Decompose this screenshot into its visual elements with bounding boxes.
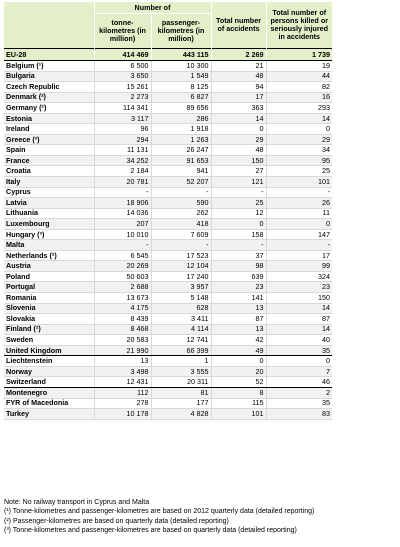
cell-tonne-km: 12 431 [94,377,151,388]
cell-accidents: 21 [211,61,266,72]
table-row [4,250,332,261]
table-row [4,303,332,314]
cell-tonne-km: 8 468 [94,324,151,335]
cell-passenger-km: 628 [151,303,211,314]
footnote: (³) Tonne-kilometres and passenger-kilometres are based on quarterly data (detailed reporting) [4,526,297,534]
cell-killed-injured: 83 [266,409,332,420]
cell-accidents: 150 [211,155,266,166]
table-row [4,229,332,240]
row-name: Czech Republic [4,82,94,93]
table-row [4,324,332,335]
row-name: Netherlands (²) [4,250,94,261]
row-name: EU-28 [4,49,94,61]
cell-killed-injured: - [266,187,332,198]
cell-killed-injured: 2 [266,387,332,398]
header-blank-cell [4,2,94,49]
cell-passenger-km: 4 828 [151,409,211,420]
cell-tonne-km: 112 [94,387,151,398]
cell-passenger-km: 590 [151,198,211,209]
cell-tonne-km: 20 583 [94,335,151,346]
cell-passenger-km: 26 247 [151,145,211,156]
cell-accidents: 2 269 [211,49,266,61]
table-header [4,2,332,49]
cell-accidents: 25 [211,198,266,209]
cell-tonne-km: 3 650 [94,71,151,82]
cell-killed-injured: 0 [266,124,332,135]
row-name: Luxembourg [4,219,94,230]
cell-accidents: 0 [211,124,266,135]
cell-tonne-km: 21 990 [94,345,151,356]
table-row [4,61,332,72]
cell-accidents: 87 [211,314,266,325]
row-name: Sweden [4,335,94,346]
row-name: Croatia [4,166,94,177]
cell-accidents: 52 [211,377,266,388]
cell-killed-injured: 0 [266,356,332,367]
cell-killed-injured: 16 [266,92,332,103]
table-row [4,240,332,251]
cell-passenger-km: 66 399 [151,345,211,356]
row-name: Greece (³) [4,134,94,145]
row-name: France [4,155,94,166]
cell-killed-injured: 1 739 [266,49,332,61]
table-row [4,314,332,325]
cell-passenger-km: 91 653 [151,155,211,166]
cell-passenger-km: 20 311 [151,377,211,388]
row-name: Estonia [4,113,94,124]
cell-killed-injured: 17 [266,250,332,261]
cell-passenger-km: 89 656 [151,103,211,114]
cell-tonne-km: 50 603 [94,271,151,282]
cell-tonne-km: 3 498 [94,366,151,377]
cell-killed-injured: 14 [266,324,332,335]
cell-passenger-km: 81 [151,387,211,398]
table-row [4,271,332,282]
cell-passenger-km: 1 549 [151,71,211,82]
cell-passenger-km: - [151,240,211,251]
cell-tonne-km: 114 341 [94,103,151,114]
table-row [4,103,332,114]
cell-tonne-km: 11 131 [94,145,151,156]
cell-tonne-km: 6 500 [94,61,151,72]
cell-accidents: 20 [211,366,266,377]
cell-tonne-km: 34 252 [94,155,151,166]
table-row [4,177,332,188]
cell-passenger-km: 418 [151,219,211,230]
table-row [4,219,332,230]
cell-killed-injured: 293 [266,103,332,114]
cell-tonne-km: 294 [94,134,151,145]
table-row [4,335,332,346]
cell-killed-injured: 101 [266,177,332,188]
cell-tonne-km: 6 545 [94,250,151,261]
cell-tonne-km: 10 178 [94,409,151,420]
row-name: Latvia [4,198,94,209]
cell-tonne-km: 2 688 [94,282,151,293]
cell-passenger-km: 177 [151,398,211,409]
cell-passenger-km: 941 [151,166,211,177]
cell-accidents: 94 [211,82,266,93]
row-name: Hungary (³) [4,229,94,240]
table-row [4,398,332,409]
cell-killed-injured: 324 [266,271,332,282]
cell-tonne-km: 207 [94,219,151,230]
cell-killed-injured: 82 [266,82,332,93]
header-killed-injured: Total number of persons killed or seriously injured in accidents [266,2,332,49]
table-row [4,366,332,377]
cell-accidents: 37 [211,250,266,261]
cell-passenger-km: 12 104 [151,261,211,272]
cell-tonne-km: 8 439 [94,314,151,325]
cell-tonne-km: 10 010 [94,229,151,240]
cell-killed-injured: 95 [266,155,332,166]
row-name: Liechtenstein [4,356,94,367]
cell-tonne-km: 2 184 [94,166,151,177]
cell-killed-injured: 35 [266,345,332,356]
row-name: Cyprus [4,187,94,198]
header-tonne-km: tonne-kilometres (in million) [94,14,151,49]
cell-passenger-km: 10 300 [151,61,211,72]
row-name: Turkey [4,409,94,420]
table-body [4,49,332,420]
cell-killed-injured: 147 [266,229,332,240]
row-name: Switzerland [4,377,94,388]
cell-tonne-km: - [94,187,151,198]
cell-passenger-km: 12 741 [151,335,211,346]
cell-accidents: - [211,187,266,198]
cell-killed-injured: 14 [266,303,332,314]
table-row [4,145,332,156]
cell-accidents: 17 [211,92,266,103]
cell-accidents: 158 [211,229,266,240]
cell-accidents: 49 [211,345,266,356]
cell-passenger-km: 1 [151,356,211,367]
row-name: Poland [4,271,94,282]
cell-passenger-km: 4 114 [151,324,211,335]
row-name: Spain [4,145,94,156]
cell-tonne-km: - [94,240,151,251]
cell-passenger-km: 3 555 [151,366,211,377]
railway-statistics-table [4,2,332,420]
row-name: Norway [4,366,94,377]
table-row [4,155,332,166]
header-group-label: Number of [94,2,211,14]
row-name: Finland (²) [4,324,94,335]
cell-accidents: 48 [211,71,266,82]
cell-accidents: 121 [211,177,266,188]
cell-accidents: - [211,240,266,251]
cell-tonne-km: 20 269 [94,261,151,272]
cell-accidents: 363 [211,103,266,114]
row-name: FYR of Macedonia [4,398,94,409]
cell-passenger-km: 17 523 [151,250,211,261]
row-name: Slovenia [4,303,94,314]
cell-accidents: 98 [211,261,266,272]
table-row [4,356,332,367]
table-row [4,377,332,388]
row-name: Slovakia [4,314,94,325]
row-name: Italy [4,177,94,188]
row-name: Belgium (¹) [4,61,94,72]
table-row [4,345,332,356]
row-name: Portugal [4,282,94,293]
cell-passenger-km: - [151,187,211,198]
cell-killed-injured: 0 [266,219,332,230]
cell-passenger-km: 7 609 [151,229,211,240]
cell-passenger-km: 262 [151,208,211,219]
header-passenger-km: passenger-kilometres (in million) [151,14,211,49]
cell-tonne-km: 14 036 [94,208,151,219]
table-row [4,198,332,209]
cell-accidents: 13 [211,303,266,314]
cell-killed-injured: 26 [266,198,332,209]
cell-killed-injured: 34 [266,145,332,156]
cell-killed-injured: 25 [266,166,332,177]
footnote: (¹) Tonne-kilometres and passenger-kilometres are based on 2012 quarterly data (detailed reporting) [4,508,315,516]
table-row [4,92,332,103]
footnote: Note: No railway transport in Cyprus and Malta [4,499,150,506]
table-row-eu28 [4,49,332,61]
cell-accidents: 0 [211,356,266,367]
cell-passenger-km: 1 918 [151,124,211,135]
cell-passenger-km: 443 115 [151,49,211,61]
cell-accidents: 639 [211,271,266,282]
cell-accidents: 29 [211,134,266,145]
table-row [4,208,332,219]
table-row [4,134,332,145]
cell-tonne-km: 13 [94,356,151,367]
row-name: Bulgaria [4,71,94,82]
row-name: Lithuania [4,208,94,219]
row-name: Austria [4,261,94,272]
cell-passenger-km: 6 827 [151,92,211,103]
row-name: Ireland [4,124,94,135]
cell-accidents: 0 [211,219,266,230]
table-row [4,124,332,135]
table-row [4,409,332,420]
cell-passenger-km: 1 263 [151,134,211,145]
cell-passenger-km: 286 [151,113,211,124]
table-row [4,113,332,124]
cell-tonne-km: 414 469 [94,49,151,61]
cell-killed-injured: 150 [266,293,332,304]
table-row [4,282,332,293]
cell-killed-injured: 11 [266,208,332,219]
cell-tonne-km: 13 673 [94,293,151,304]
cell-tonne-km: 15 261 [94,82,151,93]
cell-killed-injured: 29 [266,134,332,145]
cell-killed-injured: 14 [266,113,332,124]
row-name: Romania [4,293,94,304]
cell-killed-injured: 46 [266,377,332,388]
table-row [4,187,332,198]
cell-killed-injured: 99 [266,261,332,272]
row-name: United Kingdom [4,345,94,356]
footnote: (²) Passenger-kilometres are based on quarterly data (detailed reporting) [4,517,229,525]
row-name: Montenegro [4,387,94,398]
row-name: Germany (²) [4,103,94,114]
cell-passenger-km: 3 957 [151,282,211,293]
cell-tonne-km: 3 117 [94,113,151,124]
table-row [4,166,332,177]
cell-passenger-km: 52 207 [151,177,211,188]
cell-tonne-km: 2 273 [94,92,151,103]
table-row [4,261,332,272]
cell-killed-injured: 40 [266,335,332,346]
cell-passenger-km: 3 411 [151,314,211,325]
table-row [4,293,332,304]
cell-accidents: 12 [211,208,266,219]
cell-accidents: 27 [211,166,266,177]
table-row [4,71,332,82]
cell-accidents: 48 [211,145,266,156]
cell-killed-injured: 23 [266,282,332,293]
row-name: Denmark (²) [4,92,94,103]
cell-accidents: 101 [211,409,266,420]
cell-accidents: 14 [211,113,266,124]
cell-tonne-km: 18 906 [94,198,151,209]
cell-killed-injured: 19 [266,61,332,72]
table-row [4,387,332,398]
cell-passenger-km: 17 240 [151,271,211,282]
cell-accidents: 115 [211,398,266,409]
footnotes [4,498,399,535]
cell-accidents: 23 [211,282,266,293]
cell-accidents: 42 [211,335,266,346]
cell-tonne-km: 278 [94,398,151,409]
cell-accidents: 141 [211,293,266,304]
cell-passenger-km: 5 148 [151,293,211,304]
row-name: Malta [4,240,94,251]
cell-killed-injured: 44 [266,71,332,82]
cell-accidents: 8 [211,387,266,398]
cell-killed-injured: 7 [266,366,332,377]
cell-killed-injured: 87 [266,314,332,325]
header-accidents: Total number of accidents [211,2,266,49]
cell-killed-injured: 35 [266,398,332,409]
cell-killed-injured: - [266,240,332,251]
cell-accidents: 13 [211,324,266,335]
table-row [4,82,332,93]
cell-tonne-km: 96 [94,124,151,135]
cell-passenger-km: 8 125 [151,82,211,93]
cell-tonne-km: 4 175 [94,303,151,314]
cell-tonne-km: 20 781 [94,177,151,188]
